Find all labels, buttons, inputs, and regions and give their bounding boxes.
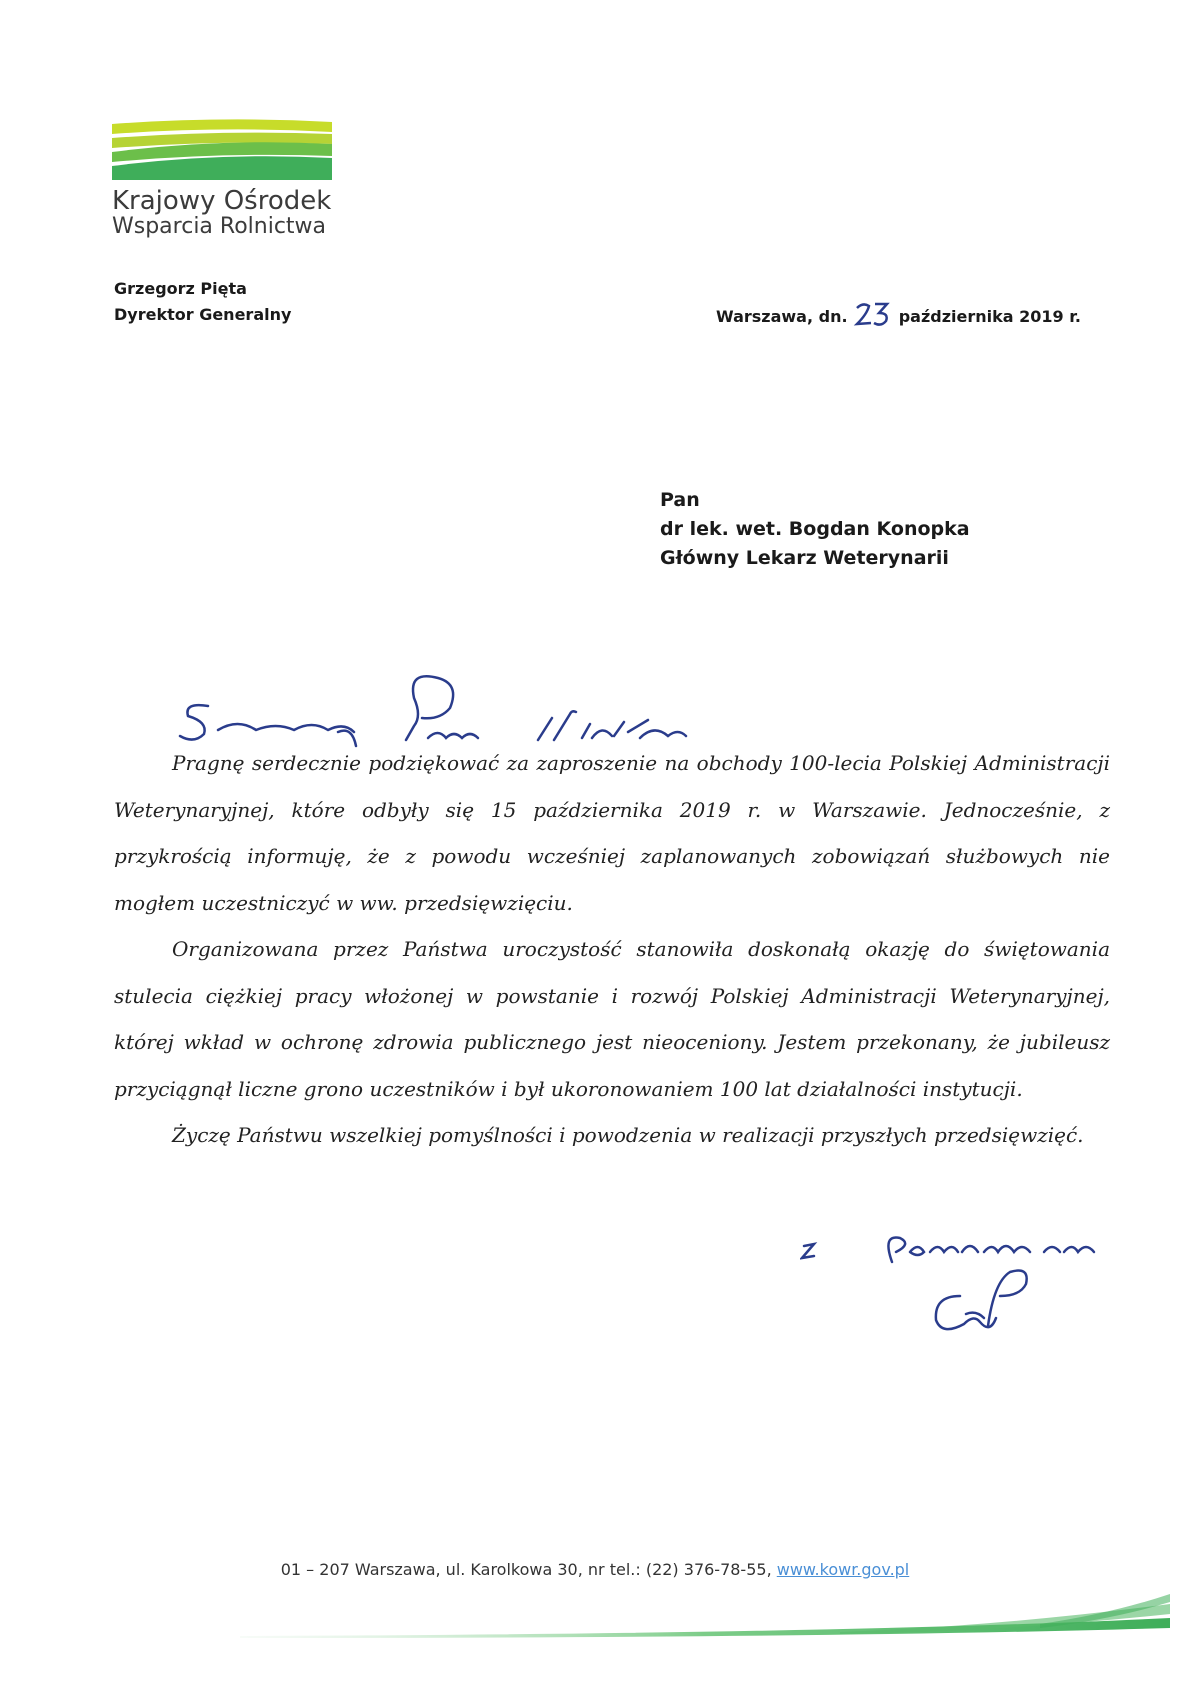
handwritten-day — [853, 300, 893, 328]
sender-block — [114, 276, 291, 328]
letter-paragraph-1: Pragnę serdecznie podziękować za zaproszenie na obchody 100-lecia Polskiej Administracji Weterynaryjnej, które odbyły się 15 października 2019 r. w Warszawie. Jednocześnie, z przykrością informuję, że z powodu wcześniej zaplanowanych zobowiązań służbowych nie mogłem uczestniczyć w ww. przedsięwzięciu. — [114, 751, 1110, 915]
sender-title: Dyrektor Generalny — [114, 305, 292, 324]
dateline-suffix: października 2019 r. — [898, 307, 1081, 326]
recipient-line1: Pan — [660, 489, 700, 511]
letter-paragraph-2: Organizowana przez Państwa uroczystość stanowiła doskonałą okazję do świętowania stulecia ciężkiej pracy włożonej w powstanie i rozwój Polskiej Administracji Weterynaryjnej, której wkład w ochronę zdrowia publicznego jest nieoceniony. Jestem przekonany, że jubileusz przyciągnął liczne grono uczestników i był ukoronowaniem 100 lat działalności instytucji. — [114, 937, 1110, 1101]
organization-name-line1: Krajowy Ośrodek — [112, 186, 332, 216]
letter-body — [114, 740, 1110, 1159]
signature — [930, 1262, 1050, 1346]
organization-name-line2: Wsparcia Rolnictwa — [112, 214, 327, 240]
sender-name: Grzegorz Pięta — [114, 279, 247, 298]
letter-paragraph-3: Życzę Państwu wszelkiej pomyślności i powodzenia w realizacji przyszłych przedsięwzięć. — [172, 1123, 1084, 1147]
footer-website-link[interactable]: www.kowr.gov.pl — [776, 1560, 910, 1579]
recipient-line3: Główny Lekarz Weterynarii — [660, 547, 949, 569]
recipient-block — [660, 486, 970, 573]
recipient-line2: dr lek. wet. Bogdan Konopka — [660, 518, 970, 540]
footer — [0, 1560, 1190, 1579]
footer-address: 01 – 207 Warszawa, ul. Karolkowa 30, nr tel.: (22) 376-78-55, — [280, 1560, 772, 1579]
organization-name — [112, 188, 331, 238]
dateline-prefix: Warszawa, dn. — [716, 307, 848, 326]
kowr-logo — [112, 118, 332, 182]
footer-decorative-bar — [240, 1592, 1170, 1640]
dateline — [716, 300, 1081, 328]
